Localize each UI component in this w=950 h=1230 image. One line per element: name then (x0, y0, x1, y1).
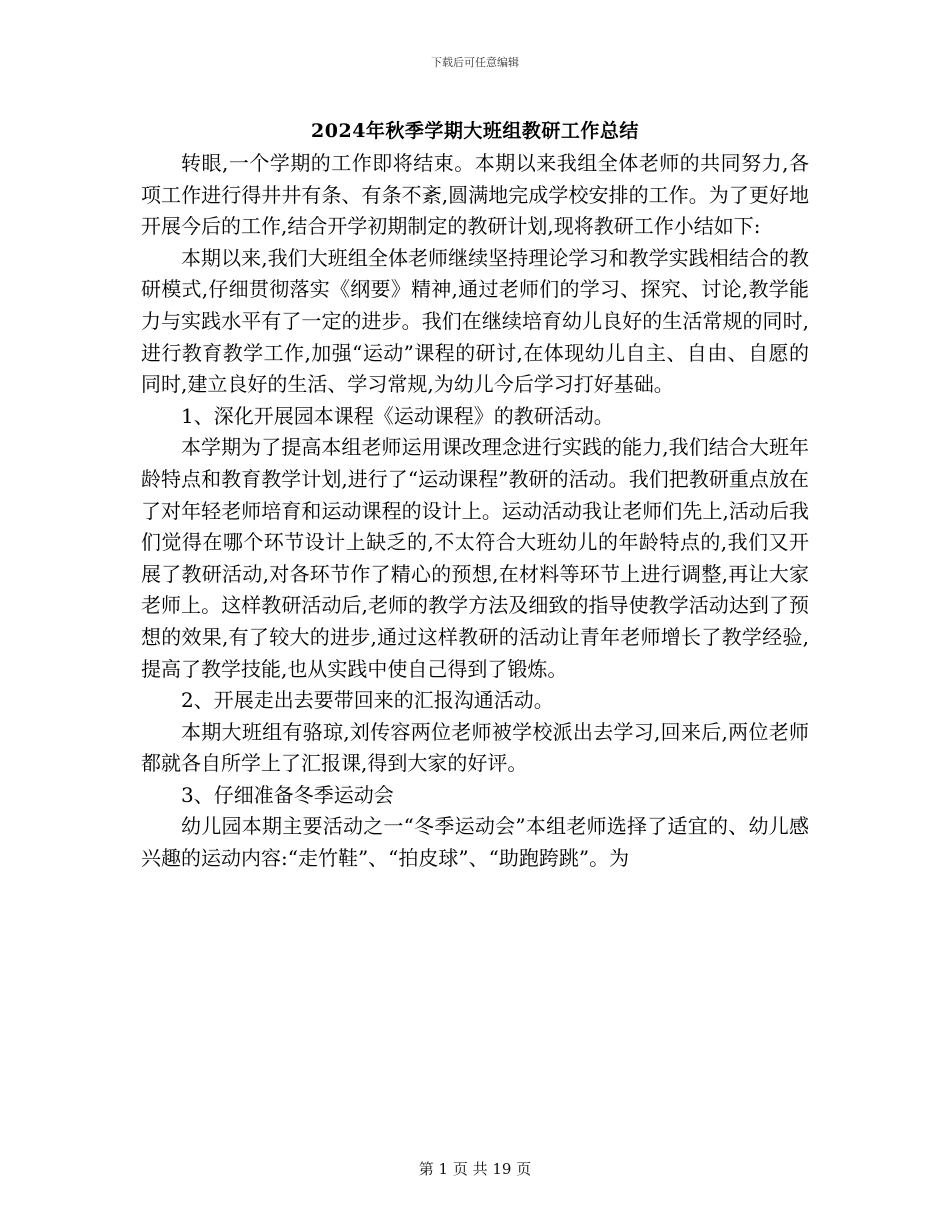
header-note: 下载后可任意编辑 (431, 56, 519, 69)
section-heading-1: 1、深化开展园本课程《运动课程》的教研活动。 (181, 403, 614, 428)
paragraph-section-2: 本期大班组有骆琼,刘传容两位老师被学校派出去学习,回来后,两位老师都就各自所学上了汇报课,得到大家的好评。 (141, 719, 809, 776)
document-body (141, 148, 809, 875)
section-heading-3: 3、仔细准备冬季运动会 (181, 782, 394, 807)
paragraph-section-3: 幼儿园本期主要活动之一“冬季运动会”本组老师选择了适宜的、幼儿感兴趣的运动内容:“走竹鞋”、“拍皮球”、“助跑跨跳”。为 (141, 814, 809, 871)
section-heading-2: 2、开展走出去要带回来的汇报沟通活动。 (181, 688, 554, 713)
page-number: 第 1 页 共 19 页 (418, 1160, 532, 1178)
paragraph-intro: 转眼,一个学期的工作即将结束。本期以来我组全体老师的共同努力,各项工作进行得井井有条、有条不紊,圆满地完成学校安排的工作。为了更好地开展今后的工作,结合开学初期制定的教研计划,现将教研工作小结如下: (141, 151, 809, 239)
document-title: 2024年秋季学期大班组教研工作总结 (311, 120, 639, 142)
paragraph-overview: 本期以来,我们大班组全体老师继续坚持理论学习和教学实践相结合的教研模式,仔细贯彻落实《纲要》精神,通过老师们的学习、探究、讨论,教学能力与实践水平有了一定的进步。我们在继续培育幼儿良好的生活常规的同时,进行教育教学工作,加强“运动”课程的研讨,在体现幼儿自主、自由、自愿的同时,建立良好的生活、学习常规,为幼儿今后学习打好基础。 (141, 245, 809, 397)
paragraph-section-1: 本学期为了提高本组老师运用课改理念进行实践的能力,我们结合大班年龄特点和教育教学计划,进行了“运动课程”教研的活动。我们把教研重点放在了对年轻老师培育和运动课程的设计上。运动活动我让老师们先上,活动后我们觉得在哪个环节设计上缺乏的,不太符合大班幼儿的年龄特点的,我们又开展了教研活动,对各环节作了精心的预想,在材料等环节上进行调整,再让大家老师上。这样教研活动后,老师的教学方法及细致的指导使教学活动达到了预想的效果,有了较大的进步,通过这样教研的活动让青年老师增长了教学经验,提高了教学技能,也从实践中使自己得到了锻炼。 (141, 435, 809, 681)
